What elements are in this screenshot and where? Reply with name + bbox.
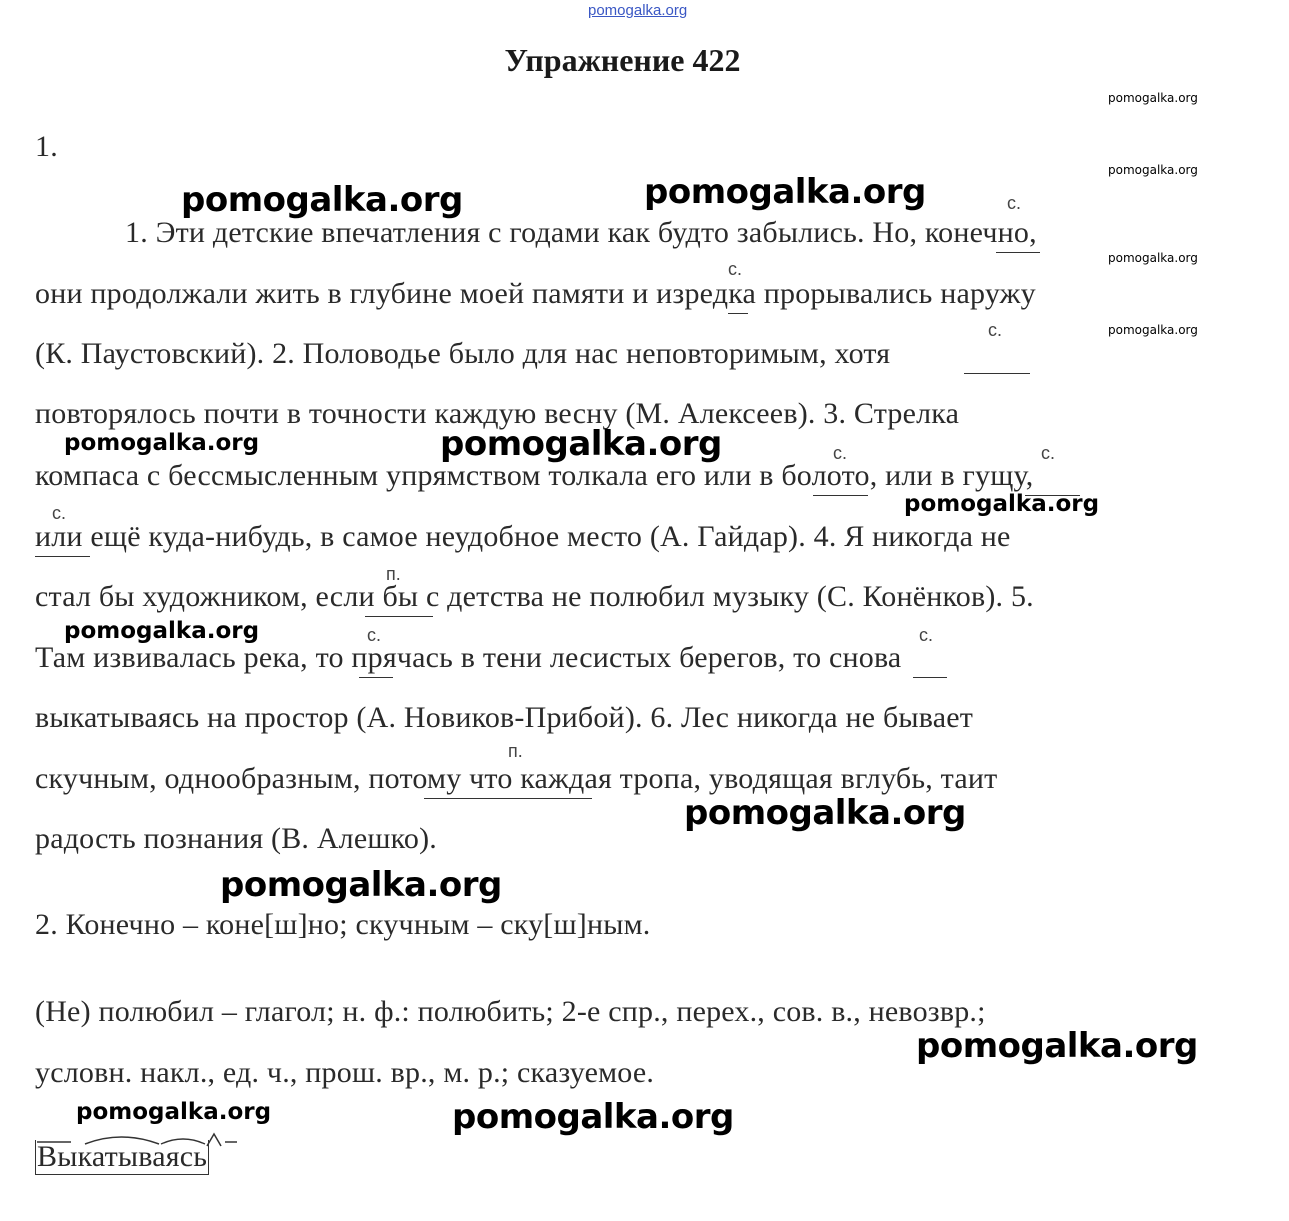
phonetics-line: 2. Конечно – коне[ш]но; скучным – ску[ш]ным.: [35, 908, 651, 941]
analysis-line: условн. накл., ед. ч., прош. вр., м. р.; сказуемое.: [35, 1056, 655, 1089]
text-line: радость познания (В. Алешко).: [35, 822, 438, 855]
underline-mark: [35, 556, 90, 557]
underline-mark: [913, 677, 947, 678]
text-line: Там извивалась река, то прячась в тени лесистых берегов, то снова: [35, 641, 902, 674]
underline-mark: [813, 495, 868, 496]
watermark: pomogalka.org: [684, 793, 966, 833]
underline-mark: [728, 313, 748, 314]
watermark: pomogalka.org: [904, 491, 1100, 517]
watermark: pomogalka.org: [220, 865, 502, 905]
watermark: pomogalka.org: [1108, 251, 1198, 265]
analysis-line: (Не) полюбил – глагол; н. ф.: полюбить; 2-е спр., перех., сов. в., невозвр.;: [35, 995, 986, 1028]
conjunction-mark: с.: [52, 503, 67, 523]
conjunction-mark: п.: [508, 741, 523, 761]
text-line: скучным, однообразным, потому что каждая тропа, уводящая вглубь, таит: [35, 762, 998, 795]
watermark: pomogalka.org: [1108, 91, 1198, 105]
watermark: pomogalka.org: [64, 618, 260, 644]
watermark: pomogalka.org: [64, 430, 260, 456]
text-line: выкатываясь на простор (А. Новиков-Прибой). 6. Лес никогда не бывает: [35, 701, 974, 734]
underline-mark: [365, 616, 433, 617]
conjunction-mark: п.: [386, 564, 401, 584]
watermark: pomogalka.org: [1108, 323, 1198, 337]
watermark: pomogalka.org: [916, 1026, 1198, 1066]
watermark: pomogalka.org: [440, 424, 722, 464]
underline-mark: [424, 798, 592, 799]
text-line: 1. Эти детские впечатления с годами как будто забылись. Но, конечно,: [125, 216, 1037, 249]
section-number: 1.: [35, 130, 58, 163]
conjunction-mark: с.: [728, 259, 743, 279]
watermark: pomogalka.org: [452, 1097, 734, 1137]
underline-mark: [359, 677, 393, 678]
text-line: (К. Паустовский). 2. Половодье было для нас неповторимым, хотя: [35, 337, 891, 370]
morpheme-word: Выкатываясь: [37, 1140, 208, 1173]
page-title: Упражнение 422: [504, 42, 741, 78]
text-line: стал бы художником, если бы с детства не полюбил музыку (С. Конёнков). 5.: [35, 580, 1034, 613]
underline-mark: [964, 373, 1030, 374]
conjunction-mark: с.: [1007, 193, 1022, 213]
conjunction-mark: с.: [367, 625, 382, 645]
text-line: они продолжали жить в глубине моей памяти и изредка прорывались наружу: [35, 277, 1036, 310]
text-line: повторялось почти в точности каждую весну (М. Алексеев). 3. Стрелка: [35, 397, 960, 430]
conjunction-mark: с.: [919, 625, 934, 645]
conjunction-mark: с.: [1041, 443, 1056, 463]
watermark: pomogalka.org: [644, 172, 926, 212]
text-line: компаса с бессмысленным упрямством толкала его или в болото, или в гущу,: [35, 459, 1034, 492]
conjunction-mark: с.: [988, 320, 1003, 340]
text-line: или ещё куда-нибудь, в самое неудобное место (А. Гайдар). 4. Я никогда не: [35, 520, 1011, 553]
watermark: pomogalka.org: [181, 180, 463, 220]
top-site-link[interactable]: pomogalka.org: [588, 2, 688, 19]
conjunction-mark: с.: [833, 443, 848, 463]
watermark: pomogalka.org: [1108, 163, 1198, 177]
watermark: pomogalka.org: [76, 1099, 272, 1125]
underline-mark: [996, 252, 1040, 253]
